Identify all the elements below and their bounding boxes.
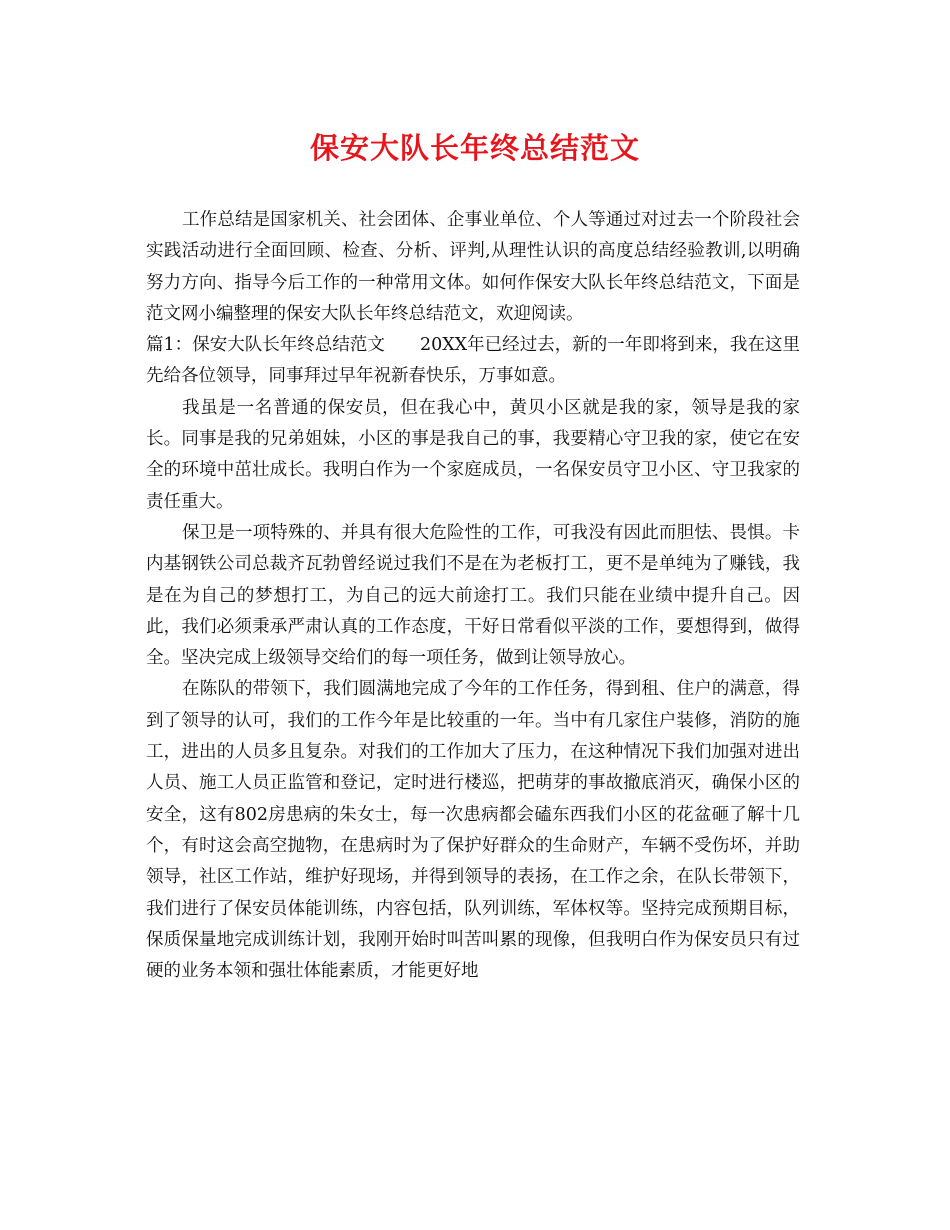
- paragraph-section-heading: 篇1：保安大队长年终总结范文 20XX年已经过去，新的一年即将到来，我在这里先给各位领导，同事拜过早年祝新春快乐，万事如意。: [146, 335, 800, 387]
- document-title: 保安大队长年终总结范文: [309, 131, 640, 165]
- paragraph-home: 我虽是一名普通的保安员，但在我心中，黄贝小区就是我的家，领导是我的家长。同事是我的兄弟姐妹，小区的事是我自己的事，我要精心守卫我的家，使它在安全的环境中茁壮成长。我明白作为一个家庭成员，一名保安员守卫小区、守卫我家的责任重大。: [146, 397, 800, 512]
- paragraph-intro: 工作总结是国家机关、社会团体、企事业单位、个人等通过对过去一个阶段社会实践活动进行全面回顾、检查、分析、评判,从理性认识的高度总结经验教训,以明确努力方向、指导今后工作的一种常用文体。如何作保安大队长年终总结范文，下面是范文网小编整理的保安大队长年终总结范文，欢迎阅读。: [146, 210, 800, 324]
- paragraph-security-work: 保卫是一项特殊的、并具有很大危险性的工作，可我没有因此而胆怯、畏惧。卡内基钢铁公司总裁齐瓦勃曾经说过我们不是在为老板打工，更不是单纯为了赚钱，我是在为自己的梦想打工，为自己的远大前途打工。我们只能在业绩中提升自己。因此，我们必须秉承严肃认真的工作态度，干好日常看似平淡的工作，要想得到，做得全。坚决完成上级领导交给们的每一项任务，做到让领导放心。: [146, 522, 800, 669]
- paragraph-achievements: 在陈队的带领下，我们圆满地完成了今年的工作任务，得到租、住户的满意，得到了领导的认可，我们的工作今年是比较重的一年。当中有几家住户装修，消防的施工，进出的人员多且复杂。对我们的工作加大了压力，在这种情况下我们加强对进出人员、施工人员正监管和登记，定时进行楼巡，把萌芽的事故撤底消灭，确保小区的安全，这有802房患病的朱女士，每一次患病都会磕东西我们小区的花盆砸了解十几个，有时这会高空抛物，在患病时为了保护好群众的生命财产，车辆不受伤坏，并助领导，社区工作站，维护好现场，并得到领导的表扬，在工作之余，在队长带领下，我们进行了保安员体能训练，内容包括，队列训练，军体权等。坚持完成预期目标，保质保量地完成训练计划，我刚开始时叫苦叫累的现像，但我明白作为保安员只有过硬的业务本领和强壮体能素质，才能更好地: [146, 679, 800, 982]
- document-body: [146, 205, 800, 987]
